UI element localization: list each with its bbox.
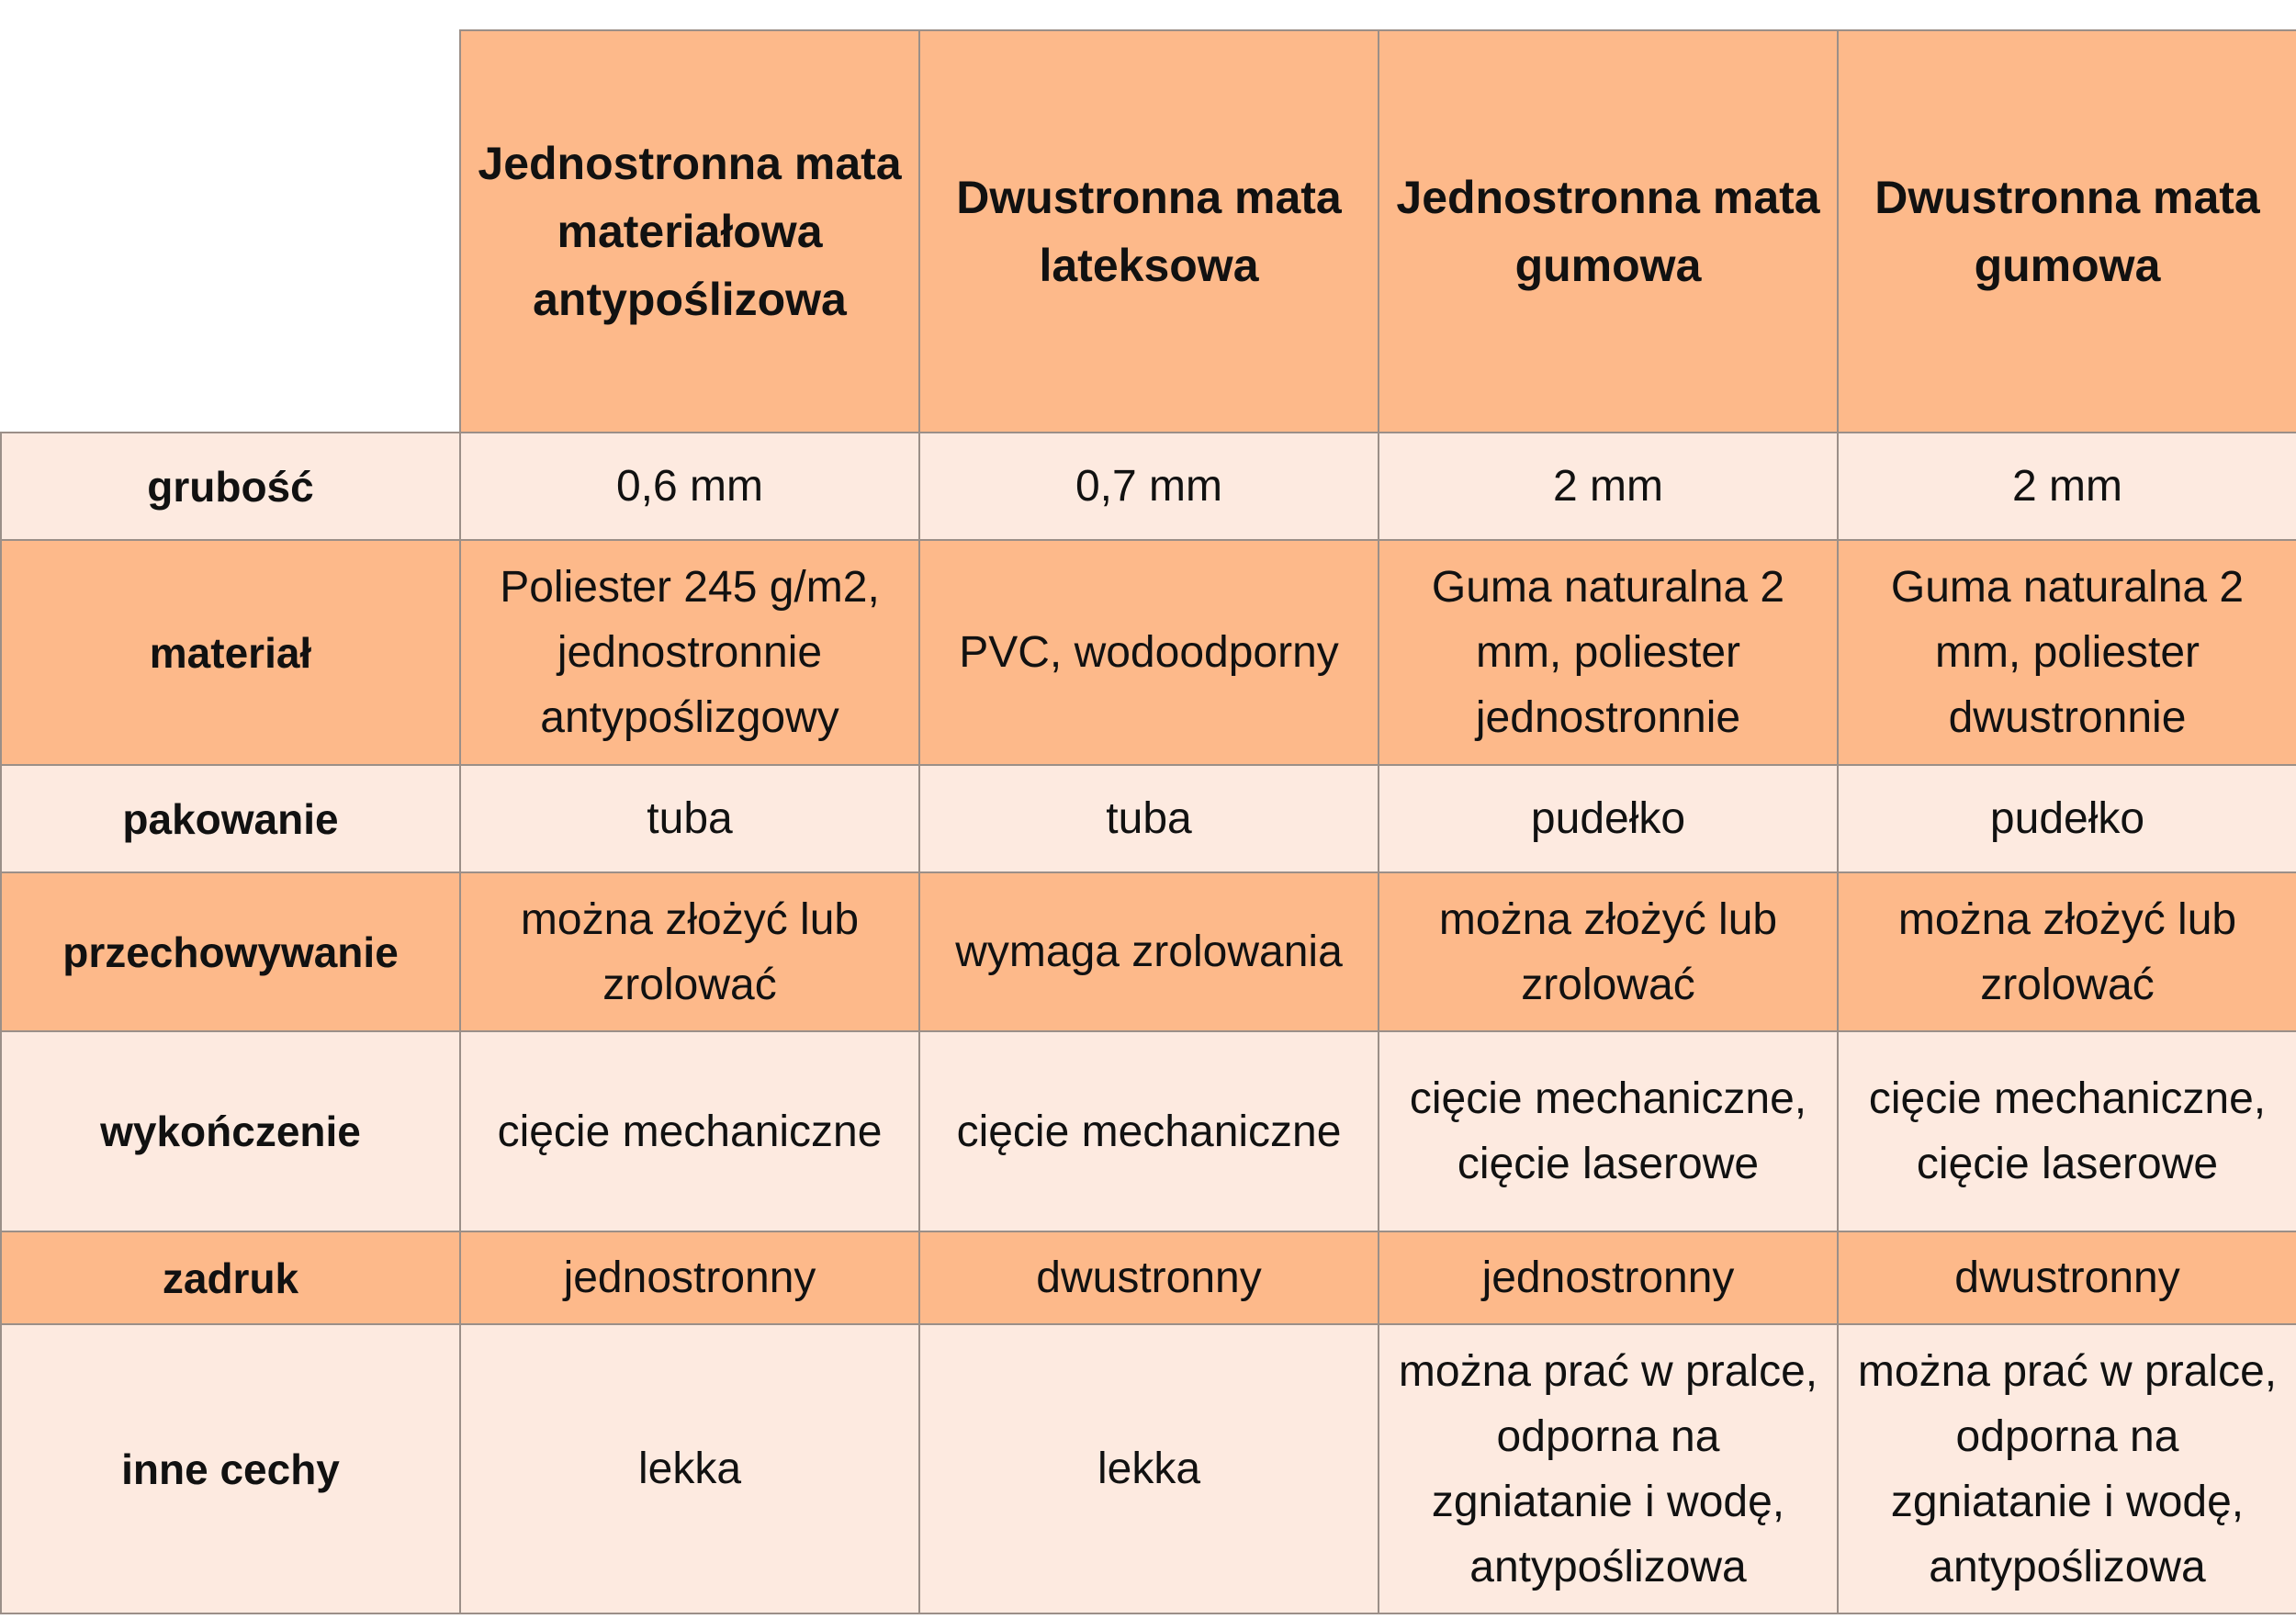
table-cell: można złożyć lub zrolować: [1379, 872, 1838, 1031]
table-cell: 2 mm: [1379, 433, 1838, 540]
table-row-other-features: [1, 1324, 2296, 1613]
row-header-finish: wykończenie: [1, 1031, 460, 1231]
table-cell: cięcie mechaniczne: [460, 1031, 919, 1231]
column-header-double-sided-rubber-mat: Dwustronna mata gumowa: [1838, 30, 2296, 433]
header-row: [1, 30, 2296, 433]
table-cell: lekka: [460, 1324, 919, 1613]
table-cell: cięcie mechaniczne: [919, 1031, 1379, 1231]
table-cell: dwustronny: [1838, 1231, 2296, 1324]
empty-corner-cell: [1, 30, 460, 433]
column-header-single-sided-fabric-mat: Jednostronna mata materiałowa antypoślizowa: [460, 30, 919, 433]
table-cell: Poliester 245 g/m2, jednostronnie antypoślizgowy: [460, 540, 919, 765]
table-cell: Guma naturalna 2 mm, poliester dwustronnie: [1838, 540, 2296, 765]
table-row-finish: [1, 1031, 2296, 1231]
column-header-single-sided-rubber-mat: Jednostronna mata gumowa: [1379, 30, 1838, 433]
table-cell: można prać w pralce, odporna na zgniatanie i wodę, antypoślizowa: [1379, 1324, 1838, 1613]
table-row-material: [1, 540, 2296, 765]
table-cell: tuba: [460, 765, 919, 872]
table-row-packaging: [1, 765, 2296, 872]
table-cell: pudełko: [1379, 765, 1838, 872]
table-cell: można złożyć lub zrolować: [1838, 872, 2296, 1031]
table-cell: PVC, wodoodporny: [919, 540, 1379, 765]
table-cell: wymaga zrolowania: [919, 872, 1379, 1031]
comparison-table: [0, 29, 2296, 1614]
table-cell: Guma naturalna 2 mm, poliester jednostronnie: [1379, 540, 1838, 765]
table-cell: można złożyć lub zrolować: [460, 872, 919, 1031]
table-row-thickness: [1, 433, 2296, 540]
table-cell: dwustronny: [919, 1231, 1379, 1324]
row-header-storage: przechowywanie: [1, 872, 460, 1031]
table-cell: pudełko: [1838, 765, 2296, 872]
table-cell: można prać w pralce, odporna na zgniatanie i wodę, antypoślizowa: [1838, 1324, 2296, 1613]
table-cell: cięcie mechaniczne, cięcie laserowe: [1838, 1031, 2296, 1231]
table-cell: lekka: [919, 1324, 1379, 1613]
table-cell: 2 mm: [1838, 433, 2296, 540]
table-cell: 0,6 mm: [460, 433, 919, 540]
table-cell: tuba: [919, 765, 1379, 872]
row-header-packaging: pakowanie: [1, 765, 460, 872]
table-row-print: [1, 1231, 2296, 1324]
table-cell: 0,7 mm: [919, 433, 1379, 540]
row-header-other-features: inne cechy: [1, 1324, 460, 1613]
row-header-print: zadruk: [1, 1231, 460, 1324]
row-header-thickness: grubość: [1, 433, 460, 540]
table-row-storage: [1, 872, 2296, 1031]
column-header-double-sided-latex-mat: Dwustronna mata lateksowa: [919, 30, 1379, 433]
table-cell: jednostronny: [1379, 1231, 1838, 1324]
table-cell: jednostronny: [460, 1231, 919, 1324]
row-header-material: materiał: [1, 540, 460, 765]
table-cell: cięcie mechaniczne, cięcie laserowe: [1379, 1031, 1838, 1231]
